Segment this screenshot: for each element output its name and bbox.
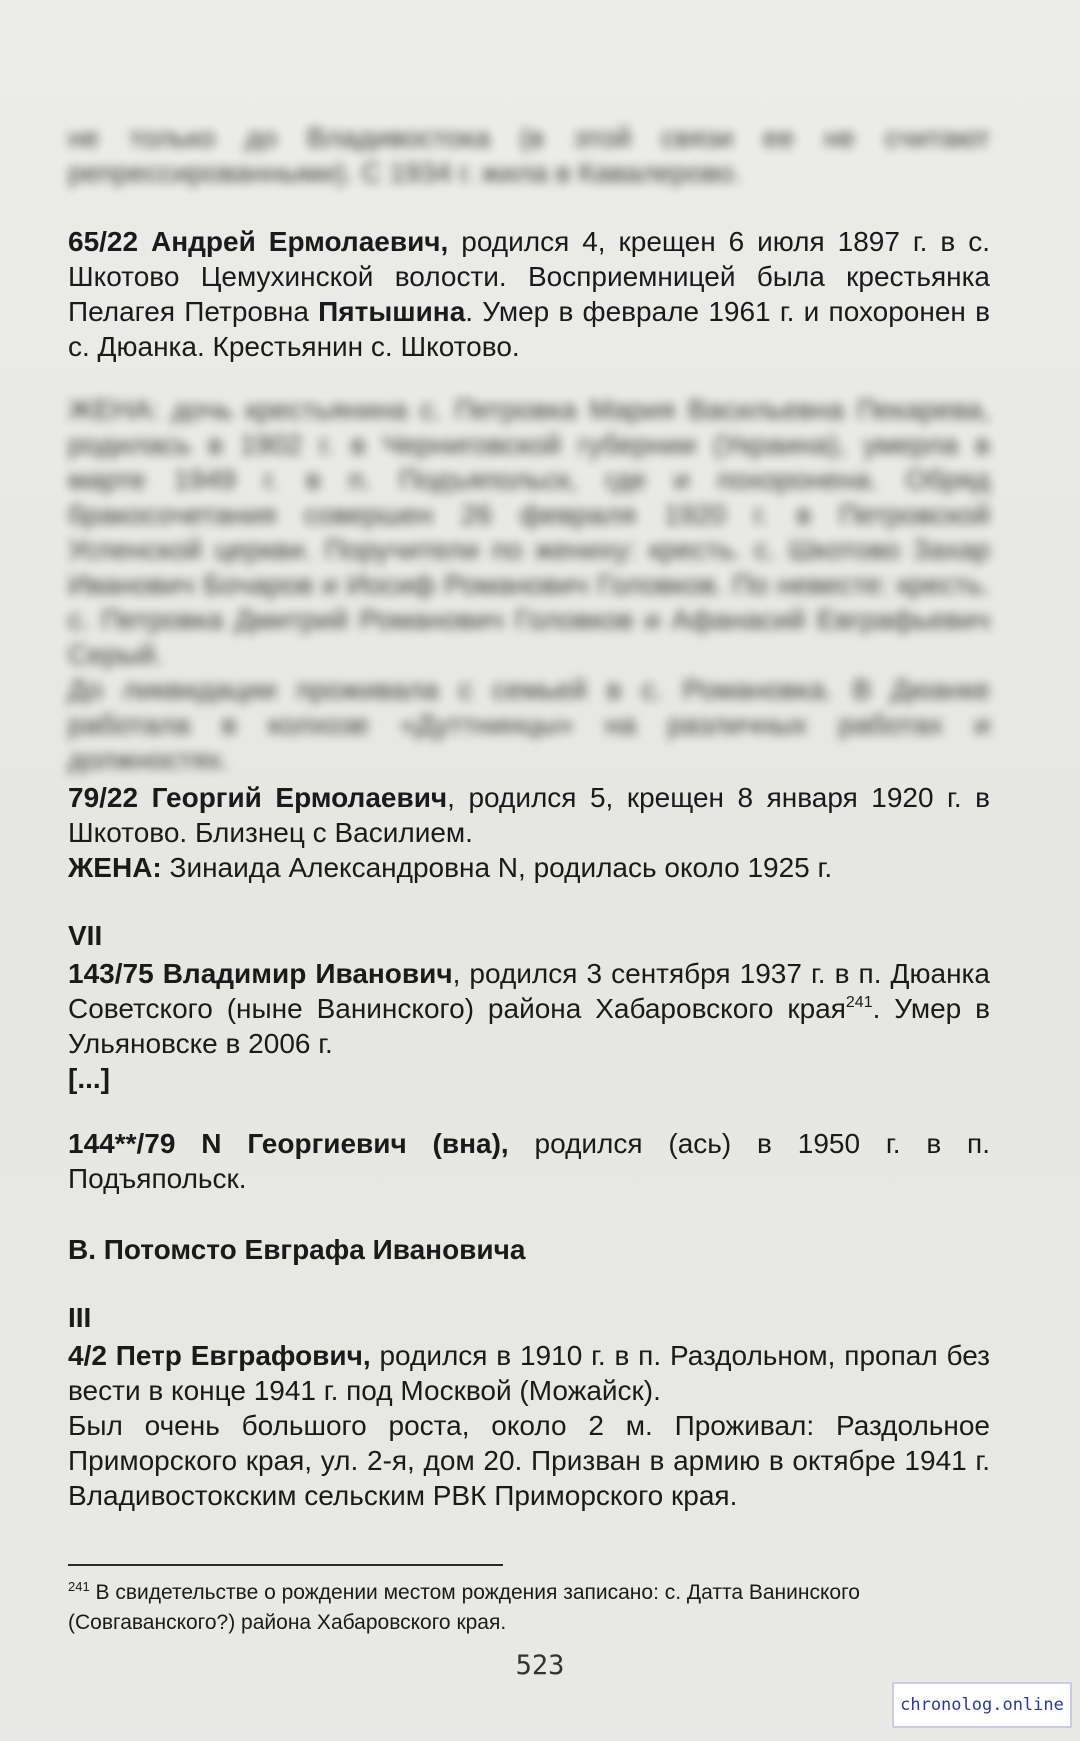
entry-144-paragraph (68, 1126, 990, 1196)
entry-4-name: 4/2 Петр Евграфович, (68, 1340, 371, 1371)
blurred-paragraph-wife (68, 392, 990, 777)
entry-65-name: 65/22 Андрей Ермолаевич, (68, 226, 449, 257)
entry-144-79 (68, 1126, 990, 1196)
entry-143-text1: , родился 3 сентября 1937 г. в п. Дюанка Советского (ныне Ванинского) района Хабаровского края (68, 958, 990, 1024)
entry-79-wife (68, 850, 990, 885)
entry-143-name: 143/75 Владимир Иванович (68, 958, 453, 989)
entry-65-22 (68, 224, 990, 364)
footnote-number: 241 (68, 1579, 90, 1594)
entry-79-text: , родился 5, крещен 8 января 1920 г. в Шкотово. Близнец с Василием. (68, 782, 990, 848)
page-number: 523 (515, 1650, 565, 1681)
blurred-text-top: не только до Владивостока (в этой связи ее не считают репрессированными). С 1934 г. жила в Кавалерово. (68, 122, 990, 188)
section-b-heading: В. Потомсто Евграфа Ивановича (68, 1234, 526, 1265)
entry-144-text: родился (ась) в 1950 г. в п. Подъяпольск. (68, 1128, 990, 1194)
entry-4-2 (68, 1338, 990, 1513)
footnote-241 (68, 1578, 990, 1638)
entry-143-paragraph (68, 956, 990, 1061)
generation-vii-heading: VII (68, 920, 103, 951)
entry-79-name: 79/22 Георгий Ермолаевич (68, 782, 448, 813)
entry-4-paragraph-2: Был очень большого роста, около 2 м. Проживал: Раздольное Приморского края, ул. 2-я, дом 20. Призван в армию в октябре 1941 г. Владивостокским сельским РВК Приморского края. (68, 1410, 990, 1511)
blurred-text-wife: ЖЕНА: дочь крестьянина с. Петровка Мария Васильевна Пекарева, родилась в 1902 г. в Черниговской губернии (Украина), умерла в марте 1949 г. в п. Подъяпольск, где и похоронена. Обряд бракосочетания совершен 26 февраля 1920 г. в Петровской Успенской церкви. Поручители по жениху: кресть. с. Шкотово Захар Иванович Бочаров и Иосиф Романович Головков. По невесте: кресть. с. Петровка Дмитрий Романович Головков и Афанасий Евграфьевич Серый. (68, 394, 990, 670)
entry-143-text2: . Умер в Ульяновске в 2006 г. (68, 993, 990, 1059)
entry-79-wife-text: Зинаида Александровна N, родилась около 1925 г. (161, 852, 833, 883)
entry-4-paragraph (68, 1338, 990, 1408)
watermark-badge (892, 1682, 1072, 1728)
entry-144-name: 144**/79 N Георгиевич (вна), (68, 1128, 509, 1159)
blurred-paragraph-top (68, 120, 990, 190)
footnote-text: В свидетельстве о рождении местом рождения записано: с. Датта Ванинского (Совгаванского?) района Хабаровского края. (68, 1581, 860, 1634)
entry-79-paragraph (68, 780, 990, 850)
ellipsis-text: [...] (68, 1063, 110, 1094)
entry-79-wife-label: ЖЕНА: (68, 852, 162, 883)
ellipsis (68, 1061, 990, 1096)
entry-79-22 (68, 780, 990, 885)
blurred-text-wife-2: До ликвидации проживала с семьей в с. Романовка. В Дюанке работала в колхозе «Дуттнинцы» на различных работах и должностях. (68, 674, 990, 775)
generation-iii-heading: III (68, 1302, 92, 1333)
footnote-divider (68, 1564, 503, 1566)
entry-65-surname: Пятышина (318, 296, 466, 327)
footnote-ref-241: 241 (845, 994, 873, 1011)
entry-65-paragraph (68, 224, 990, 364)
entry-65-text1: родился 4, крещен 6 июля 1897 г. в с. Шкотово Цемухинской волости. Восприемницей была крестьянка Пелагея Петровна (68, 226, 991, 327)
entry-143-75 (68, 956, 990, 1096)
watermark-text: chronolog.online (900, 1695, 1064, 1715)
entry-4-text1: родился в 1910 г. в п. Раздольном, пропал без вести в конце 1941 г. под Москвой (Можайск). (68, 1340, 990, 1406)
entry-65-text2: . Умер в феврале 1961 г. и похоронен в с. Дюанка. Крестьянин с. Шкотово. (68, 296, 990, 362)
